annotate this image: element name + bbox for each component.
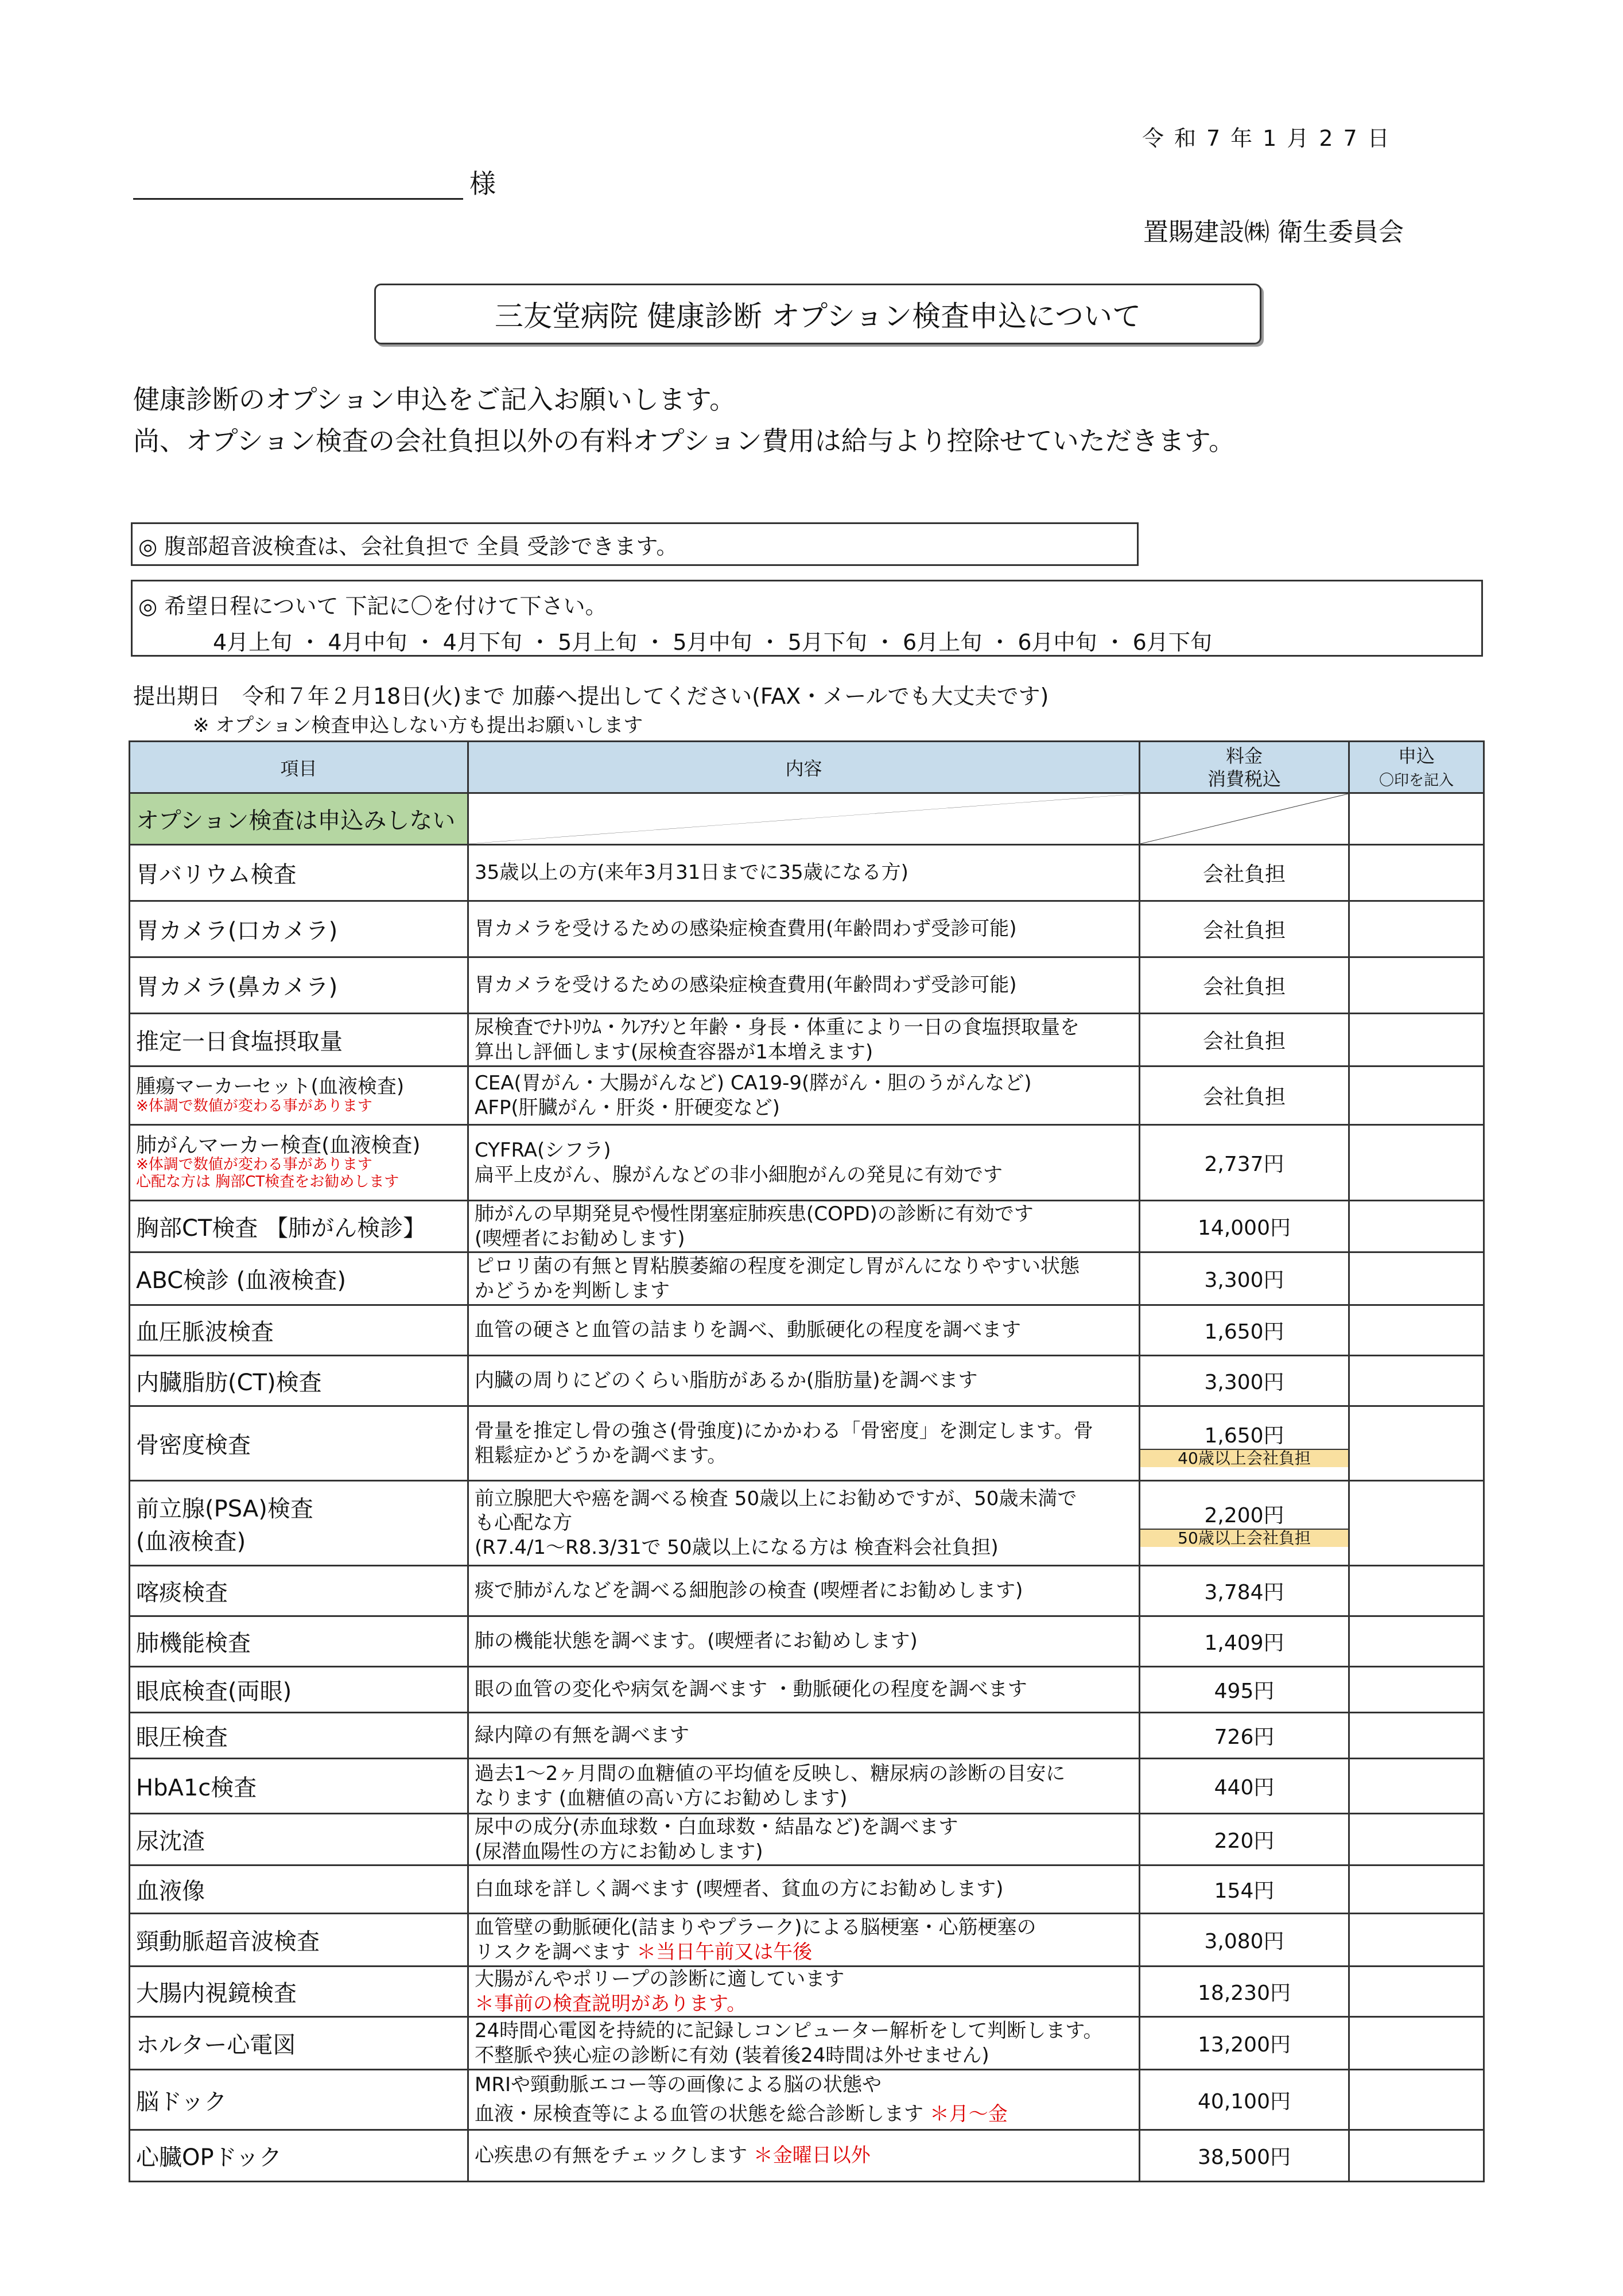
item-desc-line: 不整脈や狭心症の診断に有効 (装着後24時間は外せません) bbox=[475, 2043, 989, 2067]
item-fee: 3,300円 bbox=[1140, 1356, 1349, 1406]
item-desc bbox=[468, 1014, 1140, 1066]
item-desc bbox=[468, 1201, 1140, 1252]
item-name: HbA1c検査 bbox=[130, 1759, 468, 1814]
item-name-sub: (血液検査) bbox=[136, 1528, 246, 1555]
item-fee: 3,080円 bbox=[1140, 1914, 1349, 1967]
table-row bbox=[130, 1406, 1484, 1481]
item-fee: 495円 bbox=[1140, 1667, 1349, 1713]
table-row bbox=[130, 1201, 1484, 1252]
apply-checkbox[interactable] bbox=[1349, 2070, 1484, 2130]
apply-checkbox[interactable] bbox=[1349, 1481, 1484, 1566]
apply-checkbox[interactable] bbox=[1349, 1406, 1484, 1481]
fee-note-line: 会社負担 bbox=[1246, 1448, 1311, 1468]
item-desc-line: 血液・尿検査等による血管の状態を総合診断します bbox=[475, 2103, 930, 2126]
table-row bbox=[130, 1616, 1484, 1667]
item-desc: 白血球を詳しく調べます (喫煙者、貧血の方にお勧めします) bbox=[468, 1865, 1140, 1914]
table-row bbox=[130, 1759, 1484, 1814]
item-fee: 1,409円 bbox=[1140, 1616, 1349, 1667]
item-desc bbox=[468, 1252, 1140, 1305]
item-name: 肺機能検査 bbox=[130, 1616, 468, 1667]
item-fee: 会社負担 bbox=[1140, 1066, 1349, 1125]
apply-checkbox[interactable] bbox=[1349, 1616, 1484, 1667]
header-apply-line1: 申込 bbox=[1397, 744, 1435, 767]
document-date: 令和7年1月27日 bbox=[1142, 126, 1400, 151]
item-desc-line: (R7.4/1～R8.3/31で 50歳以上になる方は 検査料会社負担) bbox=[475, 1535, 999, 1559]
item-desc-red-note: ＊金曜日以外 bbox=[753, 2144, 871, 2167]
item-desc: 内臓の周りにどのくらい脂肪があるか(脂肪量)を調べます bbox=[468, 1356, 1140, 1406]
item-desc-line: (喫煙者にお勧めします) bbox=[475, 1227, 685, 1250]
item-desc: 血管の硬さと血管の詰まりを調べ、動脈硬化の程度を調べます bbox=[468, 1305, 1140, 1356]
item-name: 血液像 bbox=[130, 1865, 468, 1914]
item-desc bbox=[468, 2070, 1140, 2130]
item-desc-line: リスクを調べます bbox=[475, 1940, 637, 1964]
item-desc-line: 24時間心電図を持続的に記録しコンピューター解析をして判断します。 bbox=[475, 2019, 1103, 2042]
header-fee-line2: 消費税込 bbox=[1207, 767, 1281, 790]
item-desc bbox=[468, 1814, 1140, 1865]
table-row bbox=[130, 1914, 1484, 1967]
intro-line-2: 尚、オプション検査の会社負担以外の有料オプション費用は給与より控除せていただきます。 bbox=[133, 425, 1236, 456]
item-name: ABC検診 (血液検査) bbox=[130, 1252, 468, 1305]
notice-schedule-instruction: ◎ 希望日程について 下記に〇を付けて下さい。 bbox=[138, 594, 607, 619]
item-desc bbox=[468, 1125, 1140, 1201]
item-desc-red-note: ＊月～金 bbox=[929, 2103, 1008, 2126]
item-name: 胃カメラ(口カメラ) bbox=[130, 901, 468, 957]
table-row bbox=[130, 1713, 1484, 1759]
table-row bbox=[130, 1481, 1484, 1566]
item-fee: 18,230円 bbox=[1140, 1967, 1349, 2017]
item-name: 胃バリウム検査 bbox=[130, 845, 468, 901]
apply-checkbox[interactable] bbox=[1349, 2130, 1484, 2182]
item-fee: 38,500円 bbox=[1140, 2130, 1349, 2182]
item-desc-red-note: ＊事前の検査説明があります。 bbox=[475, 1992, 747, 2015]
item-desc-line: かどうかを判断します bbox=[475, 1279, 670, 1302]
table-row bbox=[130, 1066, 1484, 1125]
fee-note-line: 40歳以上 bbox=[1178, 1448, 1247, 1468]
slash-line bbox=[469, 794, 1139, 844]
item-name: 胸部CT検査 【肺がん検診】 bbox=[130, 1201, 468, 1252]
issuing-organization: 置賜建設㈱ 衛生委員会 bbox=[1143, 218, 1404, 247]
item-desc bbox=[468, 1406, 1140, 1481]
item-name: 推定一日食塩摂取量 bbox=[130, 1014, 468, 1066]
item-desc-line: CEA(胃がん・大腸がんなど) CA19-9(膵がん・胆のうがんなど) bbox=[475, 1072, 1032, 1095]
intro-line-1: 健康診断のオプション申込をご記入お願いします。 bbox=[133, 384, 736, 415]
addressee-honorific: 様 bbox=[469, 168, 496, 199]
table-row bbox=[130, 901, 1484, 957]
item-fee: 3,300円 bbox=[1140, 1252, 1349, 1305]
item-fee: 会社負担 bbox=[1140, 1014, 1349, 1066]
apply-checkbox[interactable] bbox=[1349, 901, 1484, 957]
slash-line bbox=[1140, 794, 1348, 844]
item-desc-line: CYFRA(シフラ) bbox=[475, 1139, 611, 1162]
item-desc-line: 大腸がんやポリープの診断に適しています bbox=[475, 1968, 845, 1991]
item-desc-line: 肺がんの早期発見や慢性閉塞症肺疾患(COPD)の診断に有効です bbox=[475, 1203, 1034, 1225]
item-name: 眼圧検査 bbox=[130, 1713, 468, 1759]
item-desc-line: 算出し評価します(尿検査容器が1本増えます) bbox=[475, 1040, 873, 1064]
item-fee: 1,650円 bbox=[1140, 1420, 1348, 1450]
table-row bbox=[130, 2070, 1484, 2130]
item-fee: 会社負担 bbox=[1140, 845, 1349, 901]
item-desc-line: 心疾患の有無をチェックします bbox=[475, 2144, 754, 2167]
item-name: 血圧脈波検査 bbox=[130, 1305, 468, 1356]
item-desc bbox=[468, 1967, 1140, 2017]
submission-deadline: 提出期日 令和７年２月18日(火)まで 加藤へ提出してください(FAX・メールでも大丈夫です) bbox=[133, 684, 1049, 709]
item-desc-line: 血管壁の動脈硬化(詰まりやプラーク)による脳梗塞・心筋梗塞の bbox=[475, 1916, 1036, 1939]
apply-checkbox[interactable] bbox=[1349, 1125, 1484, 1201]
item-fee: 726円 bbox=[1140, 1713, 1349, 1759]
item-fee: 会社負担 bbox=[1140, 957, 1349, 1014]
item-fee: 440円 bbox=[1140, 1759, 1349, 1814]
fee-note-line: 50歳以上 bbox=[1178, 1528, 1247, 1548]
apply-checkbox[interactable] bbox=[1349, 1356, 1484, 1406]
no-option-label: オプション検査は申込みしない bbox=[130, 793, 468, 845]
item-name: 尿沈渣 bbox=[130, 1814, 468, 1865]
item-desc-line: AFP(肝臓がん・肝炎・肝硬変など) bbox=[475, 1096, 780, 1119]
item-desc: 胃カメラを受けるための感染症検査費用(年齢問わず受診可能) bbox=[468, 957, 1140, 1014]
apply-checkbox[interactable] bbox=[1349, 1914, 1484, 1967]
apply-checkbox[interactable] bbox=[1349, 1014, 1484, 1066]
table-row bbox=[130, 845, 1484, 901]
item-name-cell bbox=[130, 1066, 468, 1125]
apply-checkbox[interactable] bbox=[1349, 1566, 1484, 1616]
item-fee: 154円 bbox=[1140, 1865, 1349, 1914]
item-warning-note: 心配な方は 胸部CT検査をお勧めします bbox=[136, 1173, 399, 1191]
apply-checkbox[interactable] bbox=[1349, 845, 1484, 901]
item-name-cell bbox=[130, 1481, 468, 1566]
item-fee: 220円 bbox=[1140, 1814, 1349, 1865]
table-row bbox=[130, 1356, 1484, 1406]
item-fee: 3,784円 bbox=[1140, 1566, 1349, 1616]
item-name: 頸動脈超音波検査 bbox=[130, 1914, 468, 1967]
item-desc: 緑内障の有無を調べます bbox=[468, 1713, 1140, 1759]
document-title bbox=[374, 284, 1261, 344]
item-name: 骨密度検査 bbox=[130, 1406, 468, 1481]
apply-checkbox[interactable] bbox=[1349, 1814, 1484, 1865]
header-apply-line2: 〇印を記入 bbox=[1379, 771, 1454, 789]
item-desc-line: MRIや頸動脈エコー等の画像による脳の状態や bbox=[475, 2073, 882, 2096]
item-desc bbox=[468, 1481, 1140, 1566]
item-name: 大腸内視鏡検査 bbox=[130, 1967, 468, 2017]
table-row bbox=[130, 1305, 1484, 1356]
item-name: 前立腺(PSA)検査 bbox=[136, 1495, 313, 1522]
item-desc bbox=[468, 2017, 1140, 2070]
item-desc-line: 骨量を推定し骨の強さ(骨強度)にかかわる「骨密度」を測定します。骨 bbox=[475, 1420, 1093, 1442]
apply-checkbox[interactable] bbox=[1349, 1967, 1484, 2017]
apply-checkbox[interactable] bbox=[1349, 957, 1484, 1014]
item-desc-line: 尿検査でﾅﾄﾘｳﾑ・ｸﾚｱﾁﾝと年齢・身長・体重により一日の食塩摂取量を bbox=[475, 1016, 1080, 1039]
item-desc-line: も心配な方 bbox=[475, 1511, 572, 1535]
apply-checkbox[interactable] bbox=[1349, 793, 1484, 845]
apply-checkbox[interactable] bbox=[1349, 2017, 1484, 2070]
no-option-desc-slashed bbox=[468, 793, 1140, 845]
item-desc: 35歳以上の方(来年3月31日までに35歳になる方) bbox=[468, 845, 1140, 901]
item-fee: 会社負担 bbox=[1140, 901, 1349, 957]
item-desc-line: 過去1～2ヶ月間の血糖値の平均値を反映し、糖尿病の診断の目安に bbox=[475, 1762, 1066, 1785]
apply-checkbox[interactable] bbox=[1349, 1865, 1484, 1914]
header-fee-line1: 料金 bbox=[1225, 744, 1263, 767]
apply-checkbox[interactable] bbox=[1349, 1667, 1484, 1713]
item-desc bbox=[468, 1759, 1140, 1814]
notice-schedule bbox=[131, 580, 1483, 657]
table-row bbox=[130, 1967, 1484, 2017]
item-desc bbox=[468, 1914, 1140, 1967]
table-row bbox=[130, 2130, 1484, 2182]
item-fee-company-note bbox=[1140, 1530, 1348, 1548]
item-name: 腫瘍マーカーセット(血液検査) bbox=[136, 1075, 405, 1098]
item-name: 脳ドック bbox=[130, 2070, 468, 2130]
item-fee: 14,000円 bbox=[1140, 1201, 1349, 1252]
fee-note-line: 会社負担 bbox=[1246, 1528, 1311, 1548]
table-header-row bbox=[130, 742, 1484, 793]
item-fee: 1,650円 bbox=[1140, 1305, 1349, 1356]
table-row bbox=[130, 957, 1484, 1014]
notice-abdominal-ultrasound bbox=[131, 522, 1139, 566]
item-desc bbox=[468, 1066, 1140, 1125]
item-fee-cell bbox=[1140, 1481, 1349, 1566]
item-name: 内臓脂肪(CT)検査 bbox=[130, 1356, 468, 1406]
header-apply bbox=[1349, 742, 1484, 793]
item-desc-red-note: ＊当日午前又は午後 bbox=[636, 1940, 813, 1964]
table-row bbox=[130, 1566, 1484, 1616]
item-name: 心臓OPドック bbox=[130, 2130, 468, 2182]
header-item: 項目 bbox=[130, 742, 468, 793]
apply-checkbox[interactable] bbox=[1349, 1201, 1484, 1252]
item-desc-line: 前立腺肥大や癌を調べる検査 50歳以上にお勧めですが、50歳未満で bbox=[475, 1487, 1077, 1510]
table-row bbox=[130, 793, 1484, 845]
item-fee: 2,200円 bbox=[1140, 1499, 1348, 1530]
table-row bbox=[130, 1014, 1484, 1066]
option-test-table bbox=[129, 740, 1485, 2182]
item-warning-note: ※体調で数値が変わる事があります bbox=[136, 1156, 372, 1174]
table-row bbox=[130, 1125, 1484, 1201]
item-fee-company-note bbox=[1140, 1450, 1348, 1468]
item-fee: 2,737円 bbox=[1140, 1125, 1349, 1201]
item-name: 肺がんマーカー検査(血液検査) bbox=[136, 1133, 421, 1157]
item-desc bbox=[468, 2130, 1140, 2182]
table-row bbox=[130, 1252, 1484, 1305]
item-name-cell bbox=[130, 1125, 468, 1201]
header-fee bbox=[1140, 742, 1349, 793]
item-name: ホルター心電図 bbox=[130, 2017, 468, 2070]
item-desc-line: (尿潜血陽性の方にお勧めします) bbox=[475, 1840, 763, 1863]
submission-note: ※ オプション検査申込しない方も提出お願いします bbox=[193, 714, 643, 737]
addressee-name-line[interactable] bbox=[133, 198, 463, 200]
item-desc: 痰で肺がんなどを調べる細胞診の検査 (喫煙者にお勧めします) bbox=[468, 1566, 1140, 1616]
item-desc-line: 扁平上皮がん、腺がんなどの非小細胞がんの発見に有効です bbox=[475, 1163, 1003, 1186]
table-row bbox=[130, 1814, 1484, 1865]
item-fee: 13,200円 bbox=[1140, 2017, 1349, 2070]
item-fee-cell bbox=[1140, 1406, 1349, 1481]
document-title-text: 三友堂病院 健康診断 オプション検査申込について bbox=[494, 300, 1141, 333]
item-desc: 肺の機能状態を調べます。(喫煙者にお勧めします) bbox=[468, 1616, 1140, 1667]
item-warning-note: ※体調で数値が変わる事があります bbox=[136, 1097, 372, 1115]
item-name: 眼底検査(両眼) bbox=[130, 1667, 468, 1713]
header-desc: 内容 bbox=[468, 742, 1140, 793]
item-desc-line: 尿中の成分(赤血球数・白血球数・結晶など)を調べます bbox=[475, 1816, 958, 1839]
no-option-fee-slashed bbox=[1140, 793, 1349, 845]
item-name: 喀痰検査 bbox=[130, 1566, 468, 1616]
table-row bbox=[130, 2017, 1484, 2070]
item-desc-line: 粗鬆症かどうかを調べます。 bbox=[475, 1444, 727, 1467]
item-desc: 胃カメラを受けるための感染症検査費用(年齢問わず受診可能) bbox=[468, 901, 1140, 957]
table-row bbox=[130, 1667, 1484, 1713]
notice-abdominal-ultrasound-text: ◎ 腹部超音波検査は、会社負担で 全員 受診できます。 bbox=[138, 533, 678, 559]
apply-checkbox[interactable] bbox=[1349, 1305, 1484, 1356]
apply-checkbox[interactable] bbox=[1349, 1066, 1484, 1125]
apply-checkbox[interactable] bbox=[1349, 1252, 1484, 1305]
table-row bbox=[130, 1865, 1484, 1914]
apply-checkbox[interactable] bbox=[1349, 1759, 1484, 1814]
apply-checkbox[interactable] bbox=[1349, 1713, 1484, 1759]
item-name: 胃カメラ(鼻カメラ) bbox=[130, 957, 468, 1014]
item-desc-line: なります (血糖値の高い方にお勧めします) bbox=[475, 1786, 848, 1810]
item-desc: 眼の血管の変化や病気を調べます ・動脈硬化の程度を調べます bbox=[468, 1667, 1140, 1713]
item-desc-line: ピロリ菌の有無と胃粘膜萎縮の程度を測定し胃がんになりやすい状態 bbox=[475, 1255, 1080, 1278]
item-fee: 40,100円 bbox=[1140, 2070, 1349, 2130]
schedule-options[interactable]: 4月上旬 ・ 4月中旬 ・ 4月下旬 ・ 5月上旬 ・ 5月中旬 ・ 5月下旬 ・ 6月上旬 ・ 6月中旬 ・ 6月下旬 bbox=[213, 630, 1212, 655]
